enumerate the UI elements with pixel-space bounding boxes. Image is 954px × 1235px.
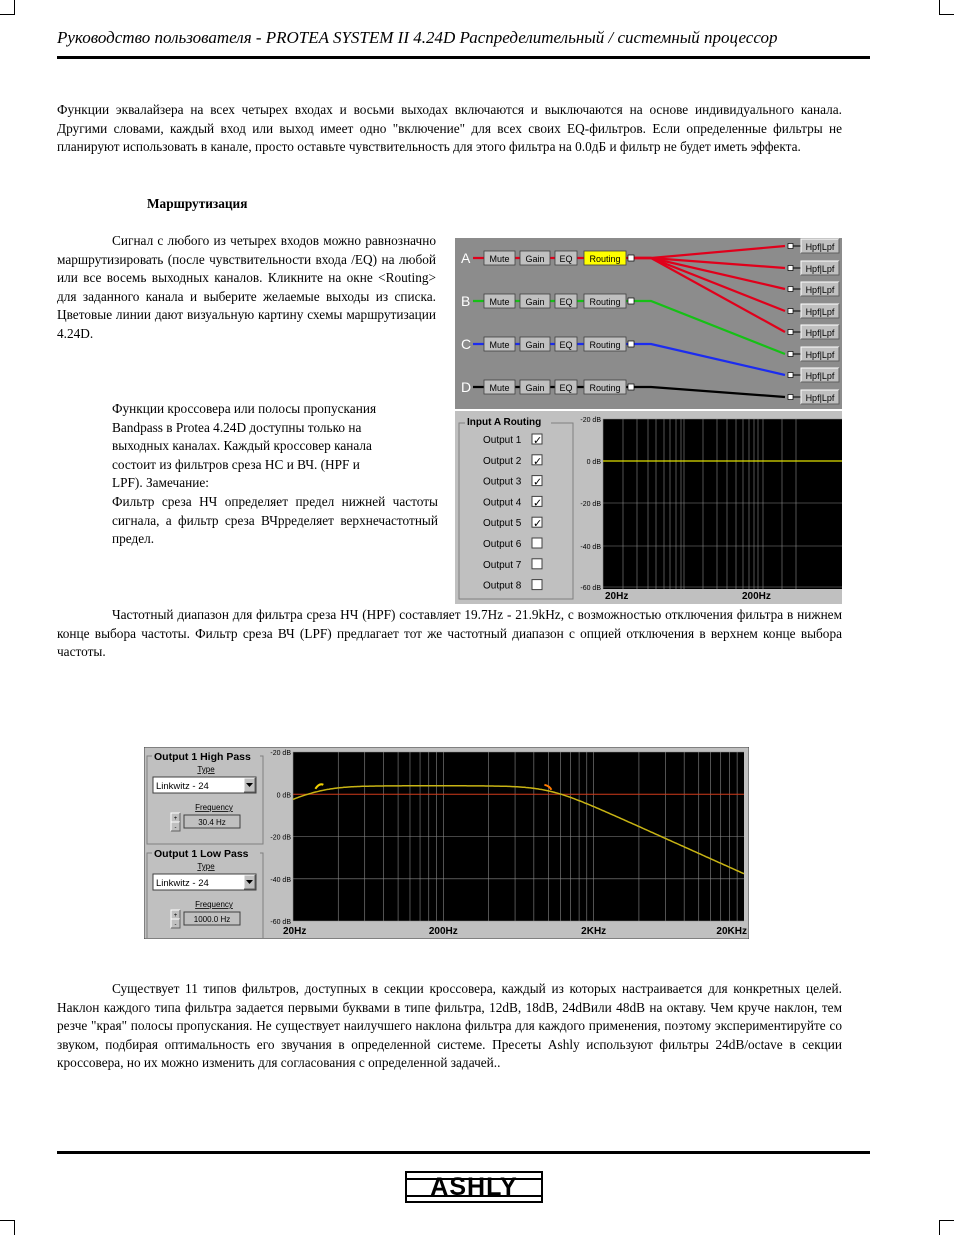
channel-label: A <box>461 250 471 266</box>
output-checkbox <box>532 538 542 548</box>
graph-y-tick: 0 dB <box>586 459 601 466</box>
channel-label: D <box>461 379 472 395</box>
crossover-line-3: выходных каналах. Каждый кроссовер канала <box>112 438 372 454</box>
output-checkbox-label: Output 5 <box>483 518 522 530</box>
channel-node <box>628 298 634 304</box>
paragraph-hpf-range: Частотный диапазон для фильтра среза НЧ (HPF) составляет 19.7Hz - 21.9kHz, с возможностью отключения фильтра в нижнем конце выбора частоты. Фильтр среза ВЧ (LPF) предлагает тот же частотный диапазон с опцией отключения в верхнем конце выбора частоты. <box>57 607 842 660</box>
crossover-tail: Фильтр среза НЧ определяет предел нижней частоты сигнала, а фильтр среза ВЧpределяет верхнечастотный предел. <box>112 493 438 547</box>
crossover-y-tick: -40 dB <box>270 876 291 884</box>
high-pass-freq-value: 30.4 Hz <box>198 818 226 827</box>
crossover-x-tick: 20KHz <box>716 926 747 937</box>
channel-label: B <box>461 293 471 309</box>
graph-x-tick: 200Hz <box>742 591 771 602</box>
routing-button-label: EQ <box>559 254 573 264</box>
crossover-line-1: Функции кроссовера или полосы пропускания <box>112 401 377 416</box>
crossover-line-4: состоит из фильтров среза НС и ВЧ. (HPF и <box>112 456 360 472</box>
crossover-line-2: Bandpass в Protea 4.24D доступны только на <box>112 419 362 435</box>
minus-icon: - <box>174 922 177 928</box>
output-button-label: Hpf|Lpf <box>805 328 835 338</box>
paragraph-filter-types: Существует 11 типов фильтров, доступных в секции кроссовера, каждый из которых настраивается для конкретных целей. Наклон каждого типа фильтра задается первыми буквами в типе фильтра, 12dB, 18dB, 24dBили 48dB на октаву. Чем круче наклон, тем резче "края" полосы пропускания. Не существует наилучшего наклона фильтра для каждого применения, поэтому экспериментируйте со звуком, подбирая оптимальность его звучания в определенной системе. Пресеты Ashly используют фильтры 24dB/octave в секции кроссовера, но их можно изменить для согласования с определенной задачей.. <box>57 981 842 1071</box>
output-checkbox <box>532 580 542 590</box>
routing-button-label: EQ <box>559 340 573 350</box>
graph-y-tick: -40 dB <box>580 544 601 551</box>
low-pass-title: Output 1 Low Pass <box>154 848 249 860</box>
routing-button-label: Routing <box>589 254 621 264</box>
output-button-label: Hpf|Lpf <box>805 307 835 317</box>
low-pass-type-label: Type <box>197 862 215 871</box>
graph-y-tick: -60 dB <box>580 585 601 592</box>
output-node <box>788 330 793 335</box>
plus-icon: + <box>173 913 178 919</box>
check-mark: ✓ <box>533 476 543 489</box>
graph-y-tick: -20 dB <box>580 417 601 424</box>
low-pass-freq-label: Frequency <box>195 900 233 909</box>
output-button-label: Hpf|Lpf <box>805 371 835 381</box>
output-button-label: Hpf|Lpf <box>805 393 835 403</box>
output-button-label: Hpf|Lpf <box>805 285 835 295</box>
crop-mark-top-left <box>0 0 15 15</box>
output-checkbox-label: Output 2 <box>483 455 522 467</box>
routing-button-label: Mute <box>489 297 510 307</box>
high-pass-freq-label: Frequency <box>195 803 233 812</box>
routing-button-label: EQ <box>559 383 573 393</box>
check-mark: ✓ <box>533 497 543 510</box>
crossover-line-5: LPF). Замечание: <box>112 475 209 491</box>
output-checkbox-label: Output 3 <box>483 476 522 488</box>
routing-button-label: Gain <box>525 340 545 350</box>
output-button-label: Hpf|Lpf <box>805 264 835 274</box>
crop-mark-bottom-right <box>939 1220 954 1235</box>
low-pass-type-value: Linkwitz - 24 <box>156 878 209 889</box>
high-pass-type-value: Linkwitz - 24 <box>156 781 209 792</box>
crossover-screenshot <box>144 747 749 939</box>
low-pass-freq-value: 1000.0 Hz <box>193 915 231 924</box>
channel-label: C <box>461 336 472 352</box>
ashly-logo <box>405 1171 543 1203</box>
logo-text: ASHLY <box>430 1173 518 1201</box>
routing-button-label: Mute <box>489 383 510 393</box>
output-node <box>788 373 793 378</box>
crossover-y-tick: -60 dB <box>270 919 291 926</box>
routing-button-label: Routing <box>589 383 621 393</box>
footer-rule <box>57 1151 870 1154</box>
routing-button-label: Gain <box>525 383 545 393</box>
check-mark: ✓ <box>533 518 543 531</box>
crossover-x-tick: 200Hz <box>428 926 458 937</box>
output-node <box>788 266 793 271</box>
crossover-x-tick: 2KHz <box>581 926 607 937</box>
output-button-label: Hpf|Lpf <box>805 350 835 360</box>
crossover-y-tick: 0 dB <box>276 792 291 800</box>
crossover-x-tick: 20Hz <box>283 926 307 937</box>
channel-node <box>628 384 634 390</box>
check-mark: ✓ <box>533 435 543 447</box>
routing-panel-title: Input A Routing <box>467 417 542 428</box>
output-checkbox-label: Output 7 <box>483 559 522 571</box>
routing-button-label: Mute <box>489 254 510 264</box>
output-node <box>788 287 793 292</box>
output-checkbox-label: Output 6 <box>483 539 522 550</box>
high-pass-title: Output 1 High Pass <box>154 751 251 763</box>
page-header: Руководство пользователя - PROTEA SYSTEM II 4.24D Распределительный / системный процессор <box>57 28 778 47</box>
routing-button-label: Gain <box>525 254 545 264</box>
channel-node <box>628 341 634 347</box>
routing-button-label: Routing <box>589 340 621 350</box>
minus-icon: - <box>174 825 177 831</box>
output-checkbox-label: Output 1 <box>483 435 522 446</box>
output-node <box>788 244 793 249</box>
output-node <box>788 395 793 400</box>
routing-button-label: Mute <box>489 340 510 350</box>
plus-icon: + <box>173 816 178 822</box>
output-checkbox <box>532 559 542 569</box>
crop-mark-top-right <box>939 0 954 15</box>
high-pass-type-label: Type <box>197 765 215 774</box>
channel-node <box>628 255 634 261</box>
routing-button-label: Routing <box>589 297 621 307</box>
output-checkbox-label: Output 8 <box>483 580 522 592</box>
check-mark: ✓ <box>533 455 543 468</box>
routing-button-label: Gain <box>525 297 545 307</box>
crossover-y-tick: -20 dB <box>270 750 291 757</box>
routing-graph-area <box>603 419 842 589</box>
paragraph-eq: Функции эквалайзера на всех четырех входах и восьми выходах включаются и выключаются на основе индивидуального канала. Другими словами, каждый вход или выход имеет одно "включение" для всех своих EQ-фильтров. Если определенные фильтры не планируют использовать в канале, просто оставьте чувствительность для этого фильтра на 0.0дБ и фильтр не будет иметь эффекта. <box>57 102 842 155</box>
routing-screenshot <box>455 238 842 604</box>
header-rule <box>57 56 870 59</box>
output-node <box>788 309 793 314</box>
output-button-label: Hpf|Lpf <box>805 242 835 252</box>
graph-y-tick: -20 dB <box>580 501 601 508</box>
output-node <box>788 352 793 357</box>
graph-x-tick: 20Hz <box>605 591 629 602</box>
crop-mark-bottom-left <box>0 1220 15 1235</box>
routing-button-label: EQ <box>559 297 573 307</box>
paragraph-routing: Сигнал с любого из четырех входов можно равнозначно маршрутизировать (после чувствительности входа /EQ) на любой или все восемь выходных каналов. Кликните на окне <Routing> для заданного канала и выберите желаемые выходы из списка. Цветовые линии дают визуальную картину схемы маршрутизации 4.24D. <box>57 233 436 341</box>
paragraph-crossover <box>112 400 438 549</box>
section-heading-routing: Маршрутизация <box>147 196 248 211</box>
crossover-y-tick: -20 dB <box>270 834 291 842</box>
output-checkbox-label: Output 4 <box>483 497 522 509</box>
